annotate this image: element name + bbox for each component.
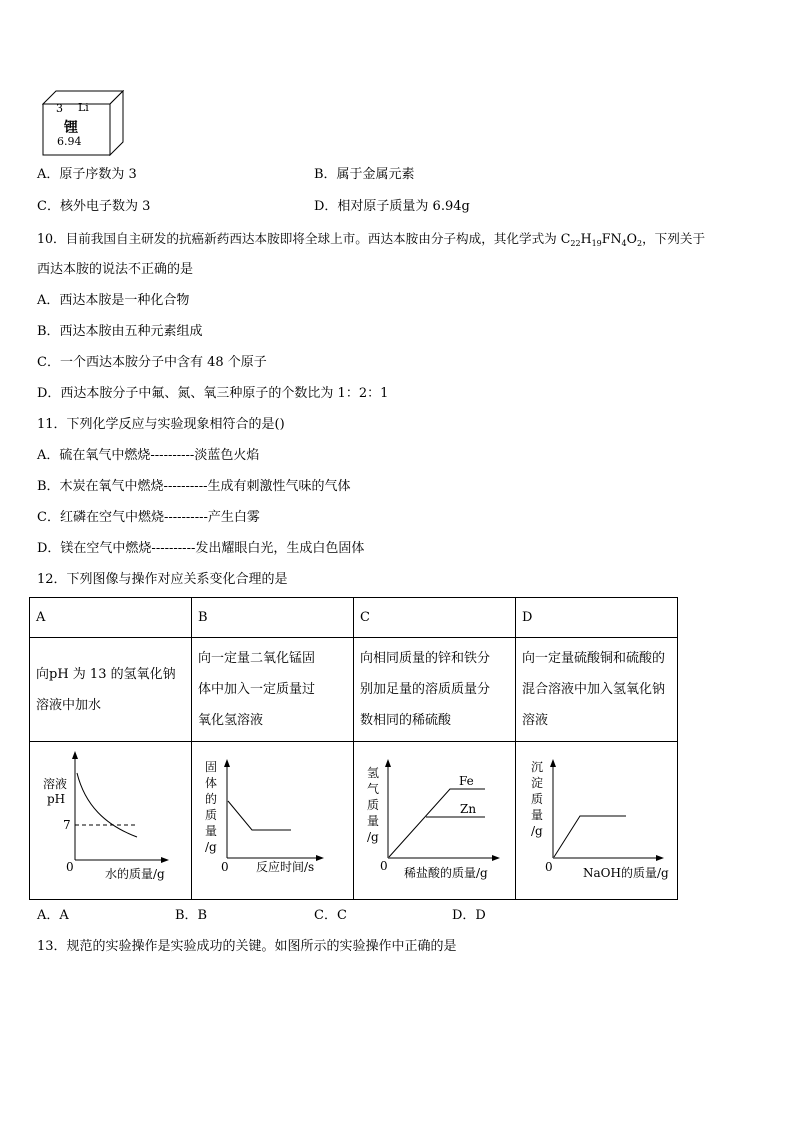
q13-stem: 13．规范的实验操作是实验成功的关键。如图所示的实验操作中正确的是	[37, 939, 457, 954]
origin-label: 0	[380, 858, 388, 873]
y-axis-arrow	[224, 759, 230, 767]
desc-line: 向相同质量的锌和铁分	[360, 651, 491, 666]
q10-option-a: A．西达本胺是一种化合物	[37, 293, 190, 308]
q12-graph-c-cell	[354, 742, 516, 900]
q11-option-a: A．硫在氧气中燃烧----------淡蓝色火焰	[37, 448, 260, 463]
q12-option-a: A．A	[37, 908, 69, 923]
q12-graph-d-cell	[516, 742, 678, 900]
formula-sub: 19	[591, 239, 602, 248]
q12-stem: 12．下列图像与操作对应关系变化合理的是	[37, 572, 288, 587]
q9-option-c: C．核外电子数为 3	[37, 199, 151, 214]
q9-option-a: A．原子序数为 3	[37, 167, 137, 182]
q12-option-d: D．D	[452, 908, 486, 923]
formula-sub: 4	[621, 239, 627, 248]
y-label-char: /g	[531, 823, 543, 838]
origin-label: 0	[66, 859, 74, 874]
q10-stem-text: 10．目前我国自主研发的抗癌新药西达本胺即将全球上市。西达本胺由分子构成，其化学式为 C	[37, 231, 571, 246]
q12-option-b: B．B	[175, 908, 208, 923]
element-mass: 6.94	[57, 135, 82, 148]
element-card	[42, 90, 124, 156]
y-label-char: 量	[531, 807, 544, 822]
y-label-char: 固	[205, 759, 218, 774]
desc-line: 向一定量二氧化锰固	[198, 651, 316, 666]
q10-stem-line-1	[37, 230, 705, 248]
y-label-char: 体	[205, 775, 218, 790]
desc-line: 溶液中加水	[36, 697, 102, 713]
precipitate-line	[554, 816, 626, 857]
solid-mass-line	[228, 801, 291, 830]
desc-line: 向一定量硫酸铜和硫酸的	[522, 651, 666, 666]
q12-table	[29, 597, 678, 900]
q11-option-b: B．木炭在氧气中燃烧----------生成有刺激性气味的气体	[37, 479, 351, 494]
x-axis-arrow	[316, 855, 324, 861]
formula-part: H	[580, 231, 592, 246]
q11-option-d: D．镁在空气中燃烧----------发出耀眼白光，生成白色固体	[37, 541, 365, 556]
q12-graph-a-cell	[30, 742, 192, 900]
desc-line: 别加足量的溶质质量分	[360, 682, 491, 697]
y-label-char: 质	[367, 797, 380, 812]
y-label-char: 质	[205, 807, 218, 822]
q10-stem-line-2: 西达本胺的说法不正确的是	[37, 262, 194, 277]
y-label-char: 淀	[531, 775, 544, 790]
y-label-char: 沉	[531, 759, 544, 774]
desc-line: 数相同的稀硫酸	[360, 713, 452, 728]
y-axis-arrow	[385, 759, 391, 767]
q12-graph-a	[30, 743, 188, 899]
q9-option-b: B．属于金属元素	[314, 167, 415, 182]
origin-label: 0	[221, 859, 229, 874]
q12-option-c: C．C	[314, 908, 347, 923]
q12-desc-c	[354, 638, 516, 742]
x-label: 稀盐酸的质量/g	[404, 865, 488, 880]
q12-header-c: C	[354, 598, 516, 638]
y-label-line-2: pH	[47, 791, 66, 806]
element-atomic-number: 3	[56, 102, 63, 115]
q11-stem: 11．下列化学反应与实验现象相符合的是()	[37, 417, 285, 432]
q12-graph-d	[516, 743, 694, 899]
formula-sub: 2	[636, 239, 643, 248]
fe-line	[389, 789, 485, 857]
zn-label: Zn	[460, 801, 477, 816]
x-axis-arrow	[161, 857, 169, 863]
y-label-char: /g	[205, 839, 217, 854]
desc-line: 混合溶液中加入氢氧化钠	[522, 682, 666, 697]
desc-line: 体中加入一定质量过	[198, 682, 316, 697]
q9-option-d: D．相对原子质量为 6.94g	[314, 199, 470, 214]
q12-desc-b	[192, 638, 354, 742]
formula-part: O	[626, 231, 637, 246]
q10-option-b: B．西达本胺由五种元素组成	[37, 324, 203, 339]
q12-graph-c	[354, 743, 510, 899]
y-axis-arrow	[550, 759, 556, 767]
y-label-char: 气	[367, 781, 380, 796]
desc-line: 氧化氢溶液	[198, 713, 264, 728]
origin-label: 0	[545, 859, 553, 874]
x-label: 反应时间/s	[256, 859, 315, 874]
fe-label: Fe	[459, 773, 474, 788]
q12-desc-d	[516, 638, 678, 742]
ph-curve	[77, 773, 137, 837]
x-label: NaOH的质量/g	[583, 865, 669, 880]
q11-option-c: C．红磷在空气中燃烧----------产生白雾	[37, 510, 260, 525]
y-label-char: 质	[531, 791, 544, 806]
element-card-frame	[42, 90, 124, 156]
q12-desc-a	[30, 638, 192, 742]
element-name: 锂	[64, 120, 78, 136]
q12-graph-b-cell	[192, 742, 354, 900]
mark-7: 7	[63, 817, 71, 832]
q12-header-b: B	[192, 598, 354, 638]
q12-graph-b	[192, 743, 346, 899]
x-axis-arrow	[492, 855, 500, 861]
q10-option-c: C．一个西达本胺分子中含有 48 个原子	[37, 355, 267, 370]
element-symbol: Li	[78, 101, 89, 114]
y-label-char: 氢	[367, 765, 380, 780]
q12-header-a: A	[30, 598, 192, 638]
q12-header-d: D	[516, 598, 678, 638]
x-axis-arrow	[656, 855, 664, 861]
y-label-char: 量	[367, 813, 380, 828]
y-label-char: 量	[205, 823, 218, 838]
y-label-char: /g	[367, 829, 379, 844]
desc-line: 向pH 为 13 的氢氧化钠	[36, 666, 176, 682]
q10-option-d: D．西达本胺分子中氟、氮、氧三种原子的个数比为 1：2：1	[37, 386, 389, 401]
y-axis-arrow	[72, 751, 78, 759]
formula-sub: 22	[570, 239, 581, 248]
q10-stem-tail: ，下列关于	[642, 231, 706, 246]
y-label-line-1: 溶液	[43, 776, 68, 791]
y-label-char: 的	[205, 791, 218, 806]
formula-part: FN	[601, 231, 622, 246]
x-label: 水的质量/g	[105, 866, 165, 881]
desc-line: 溶液	[522, 713, 549, 728]
